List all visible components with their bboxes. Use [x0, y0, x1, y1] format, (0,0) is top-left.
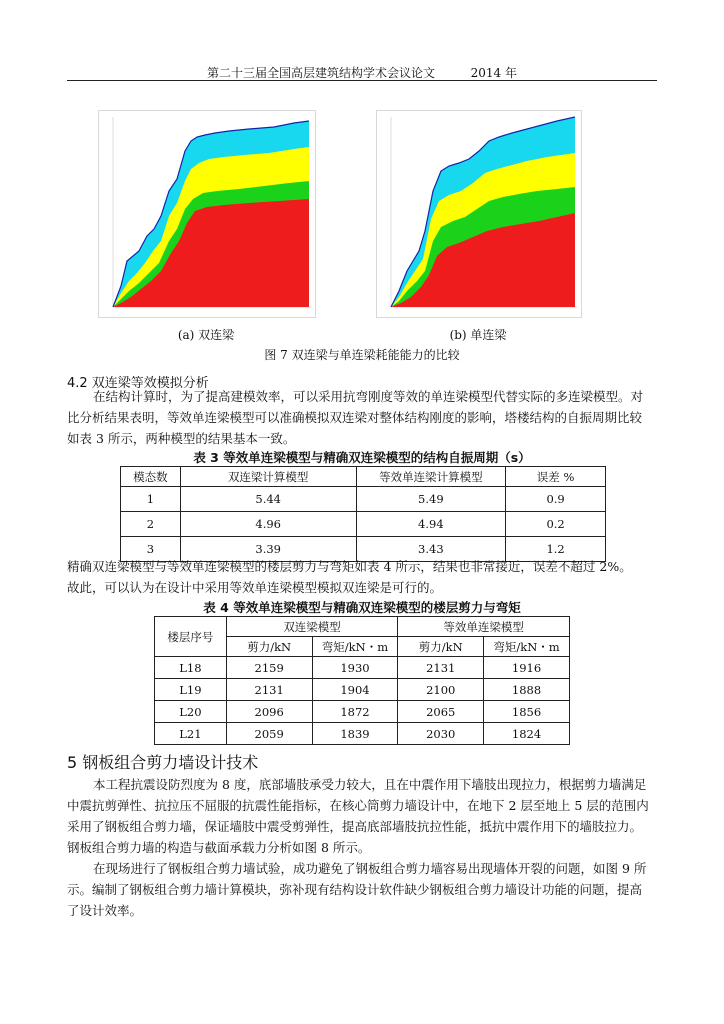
- table-cell: L20: [155, 701, 227, 723]
- table-cell: 2: [121, 512, 181, 537]
- table-4: [154, 616, 570, 745]
- table-cell: 1904: [312, 679, 398, 701]
- table-row: [155, 701, 570, 723]
- figure-7b-label: (b) 单连梁: [449, 328, 507, 342]
- para-line: 采用了钢板组合剪力墙，保证墙肢中震受剪弹性，提高底部墙肢抗拉性能，抵抗中震作用下的墙肢拉力。: [67, 819, 643, 834]
- section-5-paragraph-2: [67, 858, 657, 921]
- table-cell: 5.44: [180, 487, 356, 512]
- table-cell: 1824: [484, 723, 570, 745]
- table-cell: L19: [155, 679, 227, 701]
- header-rule: [67, 80, 657, 81]
- header-title: 第二十三届全国高层建筑结构学术会议论文: [206, 66, 435, 80]
- table-cell: 3.43: [356, 537, 506, 562]
- table-cell: 0.9: [506, 487, 606, 512]
- para-line: 了设计效率。: [67, 903, 143, 918]
- svg-text:·: ·: [101, 148, 102, 152]
- table-cell: 1916: [484, 657, 570, 679]
- table-header-cell: 双连梁计算模型: [180, 467, 356, 487]
- para-line: 精确双连梁模型与等效单连梁模型的楼层剪力与弯矩如表 4 所示，结果也非常接近，误差不超过 2%。: [67, 559, 632, 574]
- table-cell: 4.96: [180, 512, 356, 537]
- table-cell: 2065: [398, 701, 484, 723]
- table-header-cell: 剪力/kN: [226, 637, 312, 657]
- para-line: 示。编制了钢板组合剪力墙计算模块，弥补现有结构设计软件缺少钢板组合剪力墙设计功能的问题，提高: [67, 882, 643, 897]
- table-cell: 2030: [398, 723, 484, 745]
- chart-ticks: [101, 118, 102, 272]
- para-line: 在现场进行了钢板组合剪力墙试验，成功避免了钢板组合剪力墙容易出现墙体开裂的问题，如图 9 所: [93, 861, 647, 876]
- para-line: 故此，可以认为在设计中采用等效单连梁模型模拟双连梁是可行的。: [67, 580, 443, 595]
- table-cell: 1.2: [506, 537, 606, 562]
- table-header-cell: 弯矩/kN・m: [312, 637, 398, 657]
- table-header-cell: 等效单连梁计算模型: [356, 467, 506, 487]
- table-cell: 3.39: [180, 537, 356, 562]
- table-cell: 5.49: [356, 487, 506, 512]
- para-line: 在结构计算时，为了提高建模效率，可以采用抗弯刚度等效的单连梁模型代替实际的多连梁模型。对: [93, 389, 644, 404]
- table-3-caption: 表 3 等效单连梁模型与精确双连梁模型的结构自振周期（s）: [193, 450, 531, 465]
- table-cell: 1839: [312, 723, 398, 745]
- table-header-row: [155, 617, 570, 637]
- table-header-cell: 等效单连梁模型: [398, 617, 570, 637]
- table-header-cell: 模态数: [121, 467, 181, 487]
- table-cell: 4.94: [356, 512, 506, 537]
- energy-chart-double-beam: [99, 111, 315, 317]
- svg-text:·: ·: [101, 178, 102, 182]
- svg-text:·: ·: [101, 268, 102, 272]
- table-cell: 2159: [226, 657, 312, 679]
- table-header-row: [121, 467, 606, 487]
- figure-7a-label: (a) 双连梁: [177, 328, 235, 342]
- table-cell: L18: [155, 657, 227, 679]
- svg-text:·: ·: [101, 118, 102, 122]
- header-year: 2014 年: [470, 66, 518, 80]
- svg-text:·: ·: [101, 238, 102, 242]
- table-cell: L21: [155, 723, 227, 745]
- figure-7-caption: 图 7 双连梁与单连梁耗能能力的比较: [264, 348, 460, 362]
- table-cell: 0.2: [506, 512, 606, 537]
- table-3: [120, 466, 606, 562]
- section-5-paragraph-1: [67, 774, 657, 858]
- table-row: [155, 657, 570, 679]
- running-header: [67, 64, 657, 81]
- table-cell: 1: [121, 487, 181, 512]
- table-cell: 2096: [226, 701, 312, 723]
- table-header-cell: 楼层序号: [155, 617, 227, 657]
- svg-text:·: ·: [101, 208, 102, 212]
- para-line: 中震抗剪弹性、抗拉压不屈服的抗震性能指标，在核心筒剪力墙设计中，在地下 2 层至地上 5 层的范围内: [67, 798, 649, 813]
- table-cell: 1872: [312, 701, 398, 723]
- table-header-cell: 误差 %: [506, 467, 606, 487]
- table-row: [155, 679, 570, 701]
- para-line: 比分析结果表明，等效单连梁模型可以准确模拟双连梁对整体结构刚度的影响，塔楼结构的自振周期比较: [67, 410, 643, 425]
- energy-chart-single-beam: [377, 111, 581, 317]
- table-cell: 1888: [484, 679, 570, 701]
- para-line: 钢板组合剪力墙的构造与截面承载力分析如图 8 所示。: [67, 840, 371, 855]
- table-cell: 1930: [312, 657, 398, 679]
- figure-7b-chart: [376, 110, 582, 318]
- table-row: [121, 512, 606, 537]
- table-4-caption: 表 4 等效单连梁模型与精确双连梁模型的楼层剪力与弯矩: [203, 600, 521, 615]
- table-4-intro-paragraph: [67, 556, 657, 598]
- table-cell: 2100: [398, 679, 484, 701]
- table-cell: 2131: [226, 679, 312, 701]
- figure-7a-chart: [98, 110, 316, 318]
- table-cell: 2059: [226, 723, 312, 745]
- table-header-cell: 弯矩/kN・m: [484, 637, 570, 657]
- para-line: 本工程抗震设防烈度为 8 度，底部墙肢承受力较大，且在中震作用下墙肢出现拉力，根据剪力墙满足: [93, 777, 647, 792]
- table-header-cell: 剪力/kN: [398, 637, 484, 657]
- table-header-cell: 双连梁模型: [226, 617, 398, 637]
- table-cell: 1856: [484, 701, 570, 723]
- section-4-2-paragraph: [67, 386, 657, 449]
- table-row: [121, 487, 606, 512]
- para-line: 如表 3 所示，两种模型的结果基本一致。: [67, 431, 296, 446]
- section-4-2-heading: 4.2 双连梁等效模拟分析: [67, 376, 209, 391]
- section-5-heading: 5 钢板组合剪力墙设计技术: [67, 753, 259, 772]
- table-row: [155, 723, 570, 745]
- table-cell: 2131: [398, 657, 484, 679]
- table-cell: 3: [121, 537, 181, 562]
